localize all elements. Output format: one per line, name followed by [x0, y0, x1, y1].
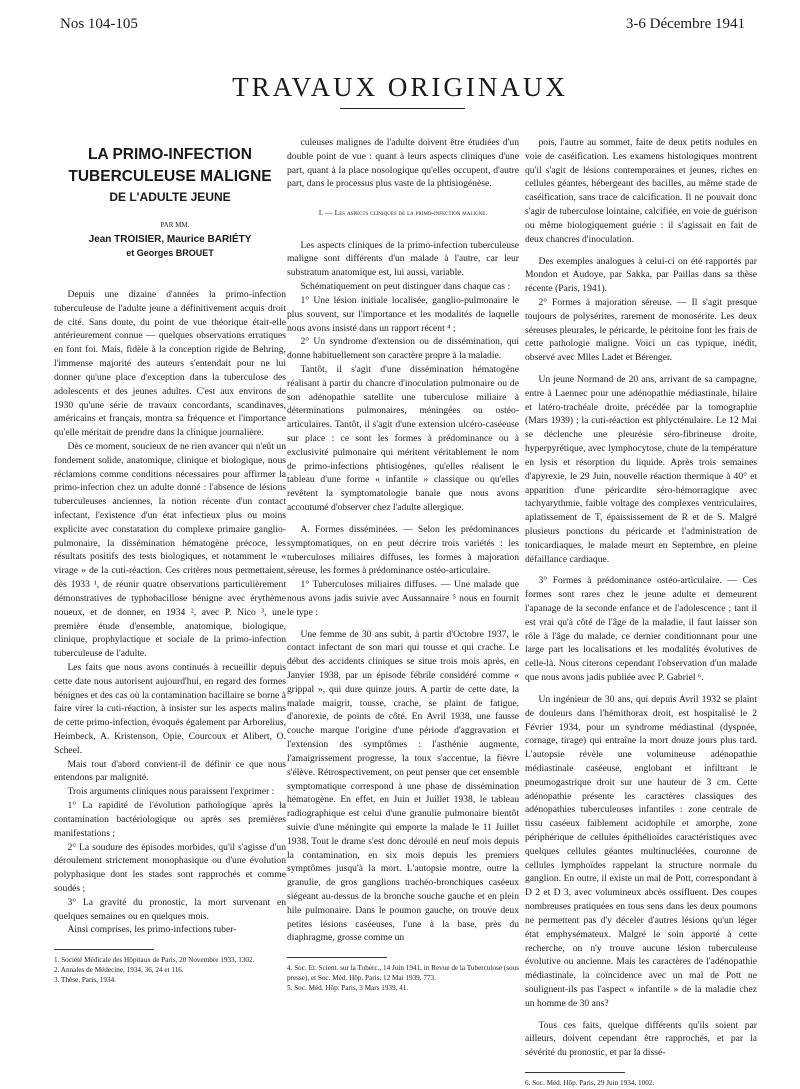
section-heading: I. — Les aspects cliniques de la primo-infection maligne.: [318, 208, 488, 218]
paragraph: 2° Un syndrome d'extension ou de dissémination, qui donne habituellement son caractère propre à la maladie.: [287, 336, 519, 362]
paragraph: A. Formes disséminées. — Selon les prédominances symptomatiques, on en peut décrire trois variétés : les tuberculoses miliaires diffuses, les formes à majoration séreuse, les formes à prédominance ostéo-articulaire.: [287, 523, 519, 577]
authors-line-2: et Georges BROUET: [126, 248, 214, 259]
paragraph: Dès ce moment, soucieux de ne rien avancer qui n'eût un fondement solide, anatomique, clinique et biologique, nous réclamions comme conditions nécessaires pour affirmer la primo-infection chez un adulte donné : l'absence de lésions tuberculeuses anciennes, la notion récente d'un contact infectant, l'existence d'un état infectieux plus ou moins explicite avec constatation du complexe primaire ganglio-pulmonaire, la dissémination hématogène précoce, les résultats positifs des tests biologiques, et notamment le « virage » de la cuti-réaction. Ces critères nous permettaient, dès 1933 ¹, de réunir quatre observations particulièrement démonstratives de typhobacillose bénigne avec érythème noueux, et de donner, en 1934 ², avec P. Nico ³, une première étude d'ensemble, anatomique, biologique, clinique, prophylactique et sociale de la primo-infection tuberculeuse de l'adulte.: [54, 440, 286, 660]
column-2: [287, 136, 519, 993]
section-title: TRAVAUX ORIGINAUX: [232, 72, 568, 102]
footnote-rule: [54, 949, 154, 950]
paragraph: Ainsi comprises, les primo-infections tuber-: [67, 924, 237, 936]
footnote: 6. Soc. Méd. Hôp. Paris, 29 Juin 1934, 1002.: [525, 1079, 655, 1087]
paragraph: 1° Tuberculoses miliaires diffuses. — Une malade que nous avons jadis suivie avec Aussannaire ⁵ nous en fournit le type :: [287, 579, 519, 618]
paragraph: Les aspects cliniques de la primo-infection tuberculeuse maligne sont différents d'un malade à l'autre, car leur substratum anatomique est, lui aussi, variable.: [287, 239, 519, 279]
issue-number: Nos 104-105: [60, 16, 138, 32]
authors: [54, 233, 286, 260]
title-rule: [340, 108, 465, 109]
footnote: 2. Annales de Médecine, 1934, 36, 24 et 116.: [54, 965, 184, 974]
paragraph: Depuis une dizaine d'années la primo-infection tuberculeuse de l'adulte jeune a définitivement acquis droit de cité. Sans doute, du point de vue théorique était-elle antérieurement connue — quelques observations erratiques en font foi. Mais, fidèle à la conception rigide de Behring, l'immense majorité des auteurs s'entendait pour ne lui donner qu'une place d'exception dans la tuberculose des adolescents et des jeunes adultes. C'est aux environs de 1930 qu'une série de travaux concordants, scandinaves, américains et français, montra sa fréquence et l'importance qu'elle méritait de prendre dans la clinique journalière.: [54, 289, 286, 439]
paragraph: Les faits que nous avons continués à recueillir depuis cette date nous autorisent aujourd'hui, en regard des formes bénignes et des cas où la contamination bacillaire se borne à faire virer la cuti-réaction, à insister sur les aspects malins de cette primo-infection, évoqués également par Arborelius, Heimbeck, A. Kristenson, Opie, Courcoux et Alibert, O. Scheel.: [54, 661, 286, 756]
paragraph: 3° La gravité du pronostic, la mort survenant en quelques semaines ou en quelques mois.: [54, 896, 286, 922]
article-title-line-1: LA PRIMO-INFECTION: [88, 146, 252, 163]
paragraph: 1° La rapidité de l'évolution pathologique après la contamination bactériologique ou après ses premières manifestations ;: [54, 800, 286, 839]
issue-date: 3-6 Décembre 1941: [625, 16, 745, 32]
case-report: Un jeune Normand de 20 ans, arrivant de sa campagne, entre à Laennec pour une adénopathie médiastinale, hilaire et latéro-trachéale droite, précédée par la tomographie (Mars 1939) ; la cuti-réaction est phlycténulaire. Le 12 Mai se déclenche une pleurésie séro-fibrineuse droite, hyperpyrétique, avec lymphocytose, chute de la température en lysis et résorption du liquide. Après trois semaines d'apyrexie, le 29 Juin, nouvelle réaction thermique à 40° et apparition d'une péricardite séro-hémorragique avec tachyarythmie, faible voltage des complexes ventriculaires, aplatissement de T, épaississement de R et de S. Malgré plusieurs ponctions du péricarde et l'administration de tonicardiaques, le malade meurt en Septembre, en pleine défaillance cardiaque.: [525, 374, 757, 565]
paragraph: culeuses malignes de l'adulte doivent être étudiées d'un double point de vue : quant à leurs aspects cliniques d'une part, quant à la place nosologique qu'elles occupent, d'autre part, dans le processus plus vaste de la phtisiogénèse.: [287, 137, 519, 190]
article-title-line-2: TUBERCULEUSE MALIGNE: [68, 168, 272, 186]
footnote-rule: [287, 957, 387, 958]
authors-line-1: Jean TROISIER, Maurice BARIÉTY: [88, 234, 252, 246]
footnote: 5. Soc. Méd. Hôp. Paris, 3 Mars 1939, 41.: [287, 983, 409, 992]
paragraph: 2° Formes à majoration séreuse. — Il s'agit presque toujours de polysérites, rarement de monosérite. Les deux séreuses pleurales, le péricarde, le péritoine font les frais de cette pathologie maligne. Voici un cas typique, inédit, observé avec Mlles Ladet et Bérenger.: [525, 296, 757, 364]
paragraph: 3° Formes à prédominance ostéo-articulaire. — Ces formes sont rares chez le jeune adulte et demeurent l'apanage de la seconde enfance et de l'adolescence ; tant il est vrai qu'à côté de l'âge de la maladie, il faut laisser son rôle à l'âge du malade, ce dernier conditionnant pour une large part les localisations et les modalités évolutives de celle-là. Nous citerons cependant l'observation d'un malade que nous avons jadis publiée avec P. Gabriel ⁶.: [525, 575, 757, 684]
paragraph: Tous ces faits, quelque différents qu'ils soient par ailleurs, doivent cependant être rapprochés, et par la sévérité du pronostic, et par la dissé-: [525, 1019, 757, 1059]
paragraph: Des exemples analogues à celui-ci on été rapportés par Mondon et Audoye, par Sakka, par Paillas dans sa thèse récente (Paris, 1941).: [525, 255, 757, 295]
footnote: 3. Thèse, Paris, 1934.: [54, 975, 116, 984]
article-title-line-3: DE L'ADULTE JEUNE: [109, 189, 231, 204]
paragraph: Trois arguments cliniques nous paraissent l'exprimer :: [67, 786, 275, 798]
footnote-rule: [525, 1072, 625, 1073]
article-title: [54, 144, 286, 206]
case-report: Un ingénieur de 30 ans, qui depuis Avril 1932 se plaint de douleurs dans l'hémithorax droit, est hospitalisé le 2 Février 1934, pour un syndrome médiastinal (dyspnée, cornage, tirage) qui entraîne la mort douze jours plus tard. L'autopsie révèle une volumineuse adénopathie médiastinale caséeuse, englobant et infiltrant le pneumogastrique droit sur une hauteur de 3 cm. Cette adénopathie présente les caractères classiques des adénopathies tuberculeuses infantiles : zone centrale de tissu caséeux faiblement acidophile et amorphe, zone périphérique de cellules épithélioïdes caractéristiques avec quelques cellules géantes multinucléées, couronne de cellules lymphoïdes rappelant la structure normale du ganglion. En outre, il existe un mal de Pott, correspondant à D 2 et D 3, avec volumineux abcès ossifluent. Des coupes nombreuses pratiquées en tous sens dans les deux poumons ne permettent pas d'y déceler d'autres lésions qu'un léger état emphysémateux. Malgré le soin apporté à cette recherche, on n'y trouve aucune lésion tuberculeuse évolutive ou ancienne. Mais les caractères de l'adénopathie médiastinale, la coïncidence avec un mal de Pott ne soulignent-ils pas l'aspect « infantile » de la maladie chez un homme de 30 ans?: [525, 693, 757, 1009]
column-3: [525, 136, 757, 1089]
footnote: 1. Société Médicale des Hôpitaux de Paris, 20 Novembre 1933, 1302.: [54, 956, 255, 965]
paragraph: Tantôt, il s'agit d'une dissémination hématogène réalisant à partir du chancre d'inoculation pulmonaire ou de son adénopathie satellite une tuberculose miliaire à déterminations pulmonaires, méningées ou ostéo-articulaires. Tantôt, il s'agit d'une extension ulcéro-caséeuse sur place : ce sont les formes à prédominance ou à exclusivité pulmonaire qui méritent véritablement le nom de primo-infections phtisiogènes, qu'elles réalisent le tableau d'une forme « infantile » classique ou qu'elles revêtent la symptomatologie banale que nous avons accoutumé d'observer chez l'adulte allergique.: [287, 363, 519, 514]
column-1: [54, 136, 286, 985]
paragraph: Mais tout d'abord convient-il de définir ce que nous entendons par malignité.: [54, 758, 286, 784]
paragraph: 2° La soudure des épisodes morbides, qu'il s'agisse d'un déroulement strictement monophasique ou d'une évolution polyphasique dont les stades sont rapprochés et comme soudés ;: [54, 841, 286, 894]
paragraph: Schématiquement on peut distinguer dans chaque cas :: [300, 281, 511, 293]
paragraph: 1° Une lésion initiale localisée, ganglio-pulmonaire le plus souvent, sur l'importance et les modalités de laquelle nous avons insisté dans un rapport récent ⁴ ;: [287, 294, 519, 334]
case-report: Une femme de 30 ans subit, à partir d'Octobre 1937, le contact infectant de son mari qui tousse et qui crache. Le début des accidents cliniques se situe trois mois après, en Janvier 1938, par un épisode fébrile considéré comme « grippal », qui dure quinze jours. A partir de cette date, la malade maigrit, tousse, crache, se plaint de fatigue, d'anorexie, de points de côté. En Avril 1938, une fausse couche marque l'origine d'une période d'aggravation et l'extension des symptômes : l'asthénie augmente, l'amaigrissement progresse, la toux s'accentue, la fièvre s'élève. Rétrospectivement, on peut penser que cet ensemble symptomatique correspond à une phase de dissémination hématogène. En effet, en Juin et Juillet 1938, le tableau radiographique est celui d'une granulie pulmonaire bientôt suivie d'une méningite qui emporte la malade le 11 Juillet 1938. Tout le drame s'est donc déroulé en neuf mois depuis la contamination, en six mois depuis les premiers symptômes jusqu'à la mort. L'autopsie montre, outre la granulie, de gros ganglions trachéo-bronchiques caséeux siégeant au-dessus de la bronche souche gauche et en plein hile pulmonaire. Dans le poumon gauche, on trouve deux petites lésions caséeuses, l'une à la base, près du diaphragme, grosse comme un: [287, 628, 519, 944]
paragraph: pois, l'autre au sommet, faite de deux petits nodules en voie de caséification. Les examens histologiques montrent qu'il s'agit de lésions contemporaines et jeunes, riches en cellules géantes, hébergeant des bacilles, au même stade de caséification, sans trace de calcification. Il ne pouvait donc s'agir de tuberculose lointaine, calcifiée, en voie de guérison ou même biologiquement guérie : il s'agissait en fait de deux chancres d'inoculation.: [525, 137, 757, 245]
footnote: 4. Soc. Et. Scient. sur la Tuberc., 14 Juin 1941, in Revue de la Tuberculose (sous presse), et Soc. Méd. Hôp. Paris, 12 Mai 1939, 773.: [287, 964, 519, 982]
authors-par: PAR MM.: [160, 221, 190, 230]
